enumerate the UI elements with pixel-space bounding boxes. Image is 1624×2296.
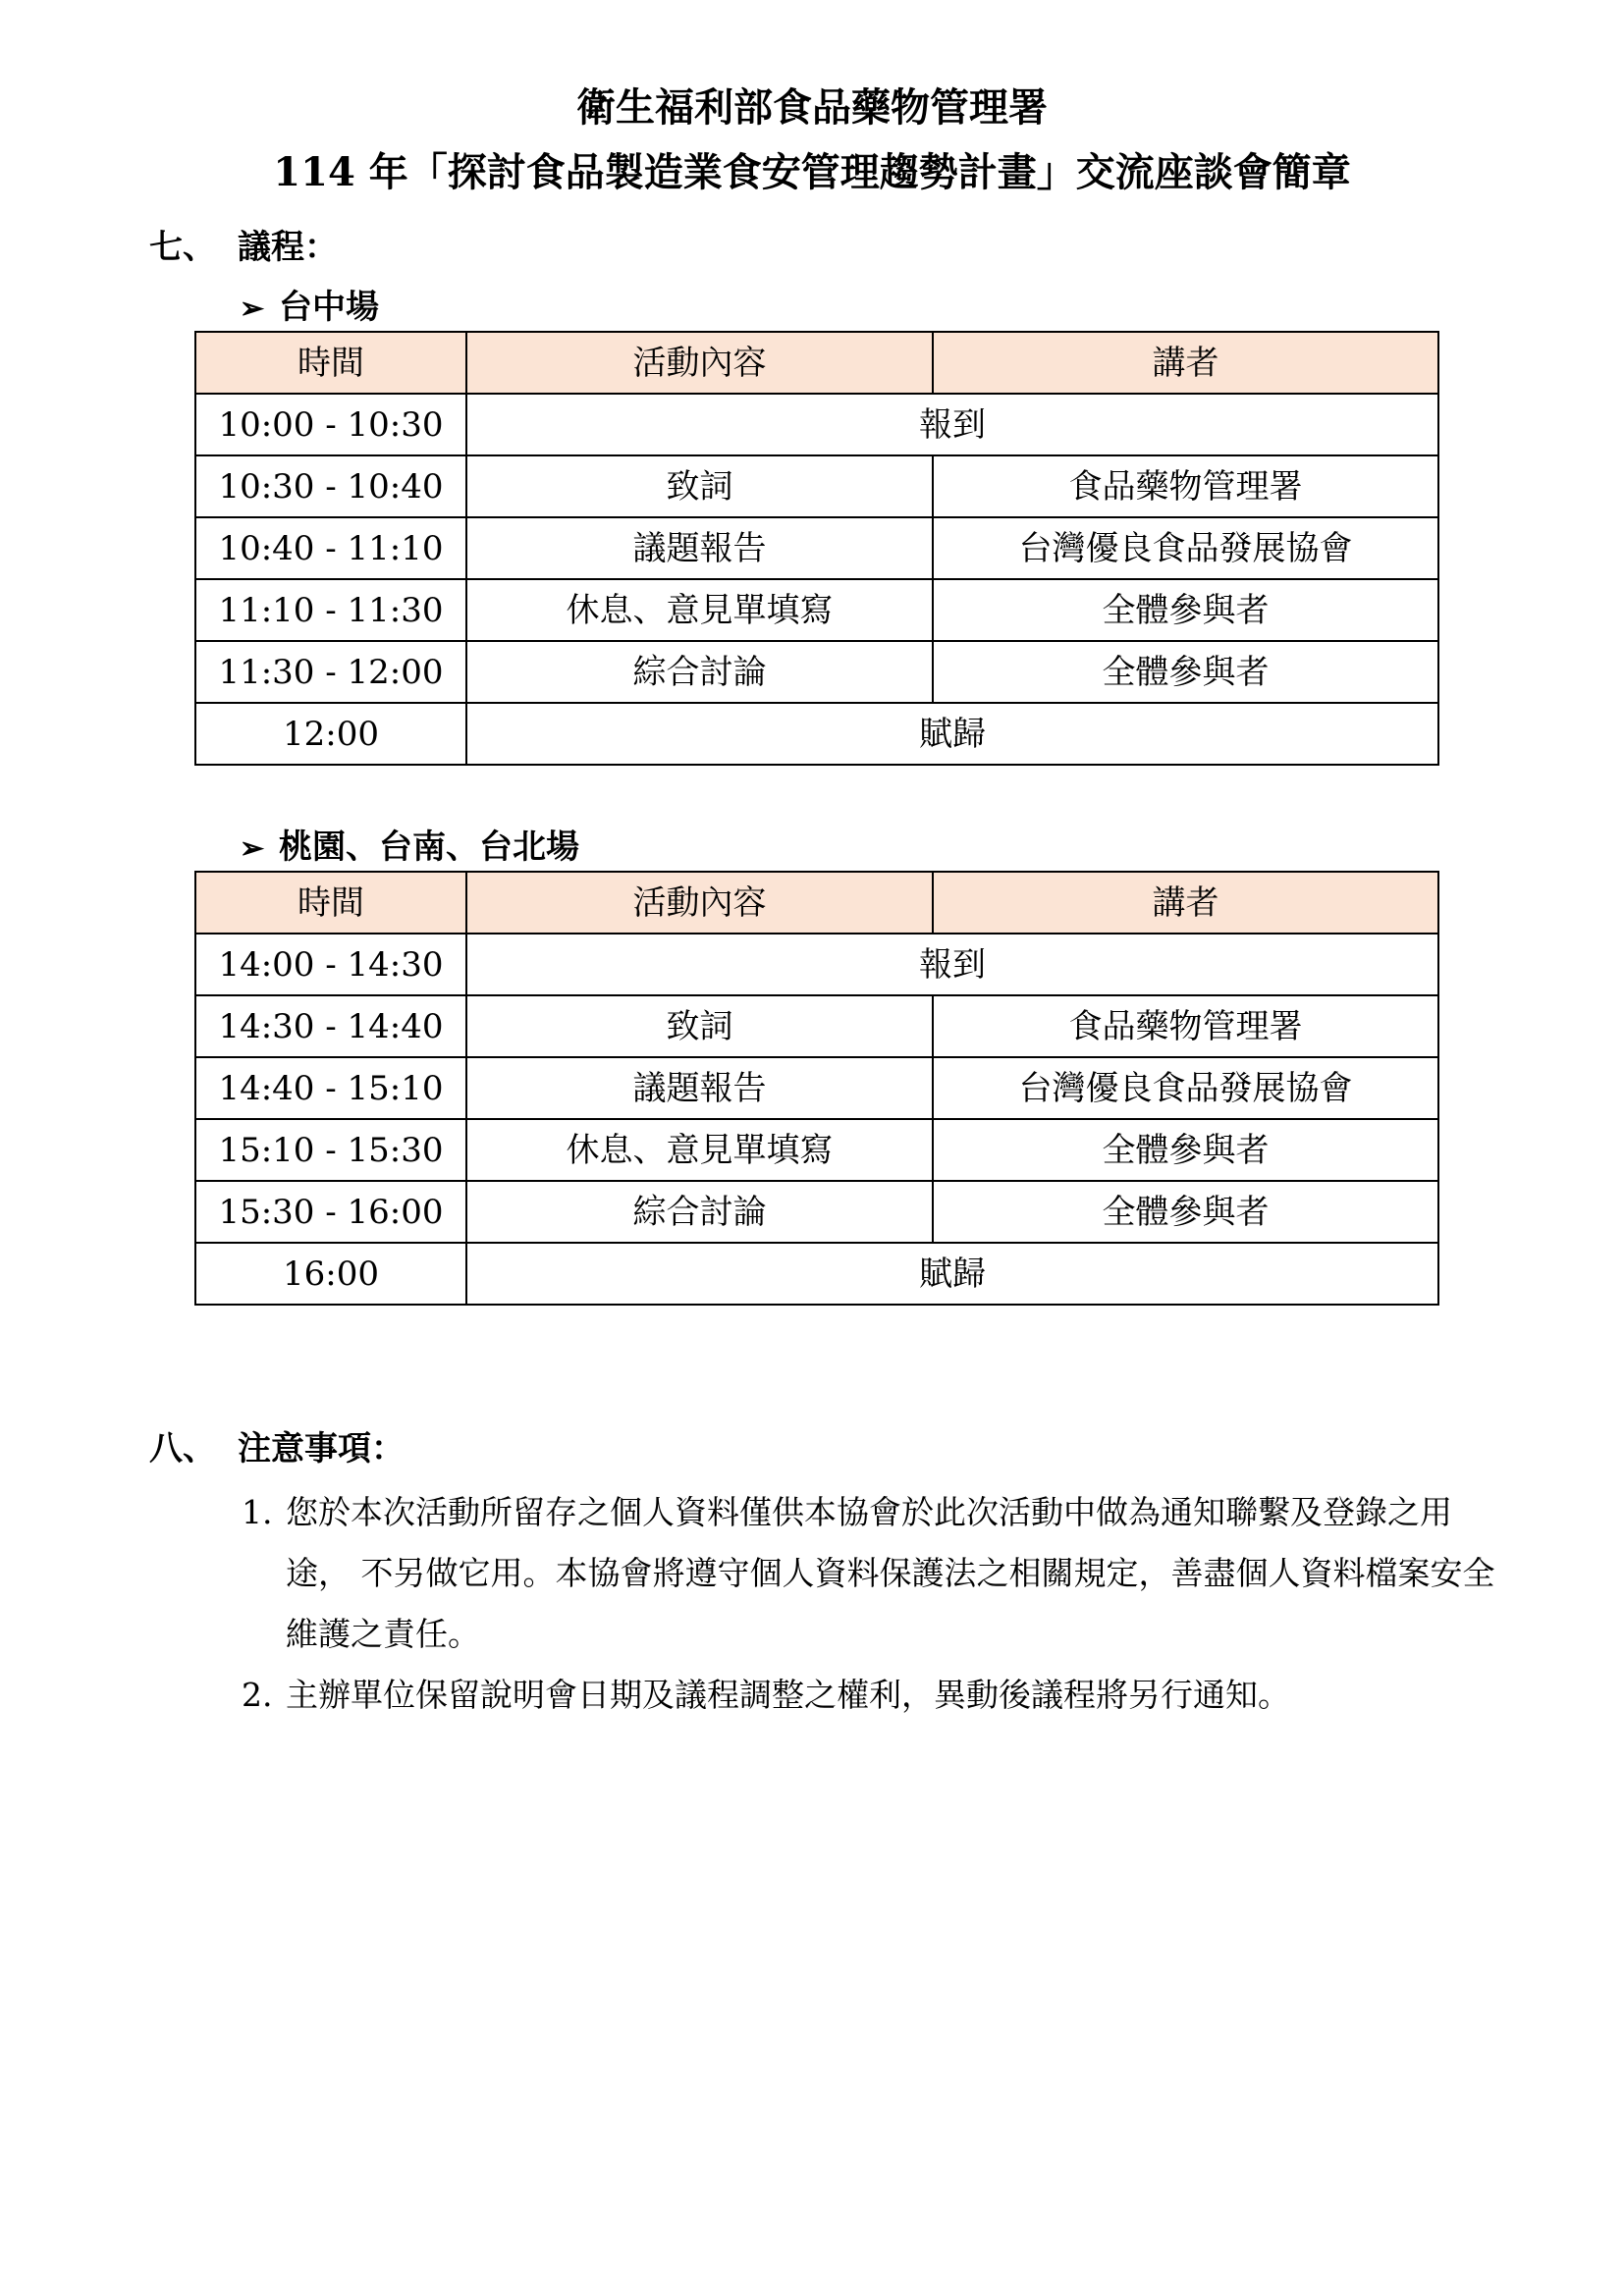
header-content: 活動內容	[466, 872, 933, 934]
table-header-row	[195, 332, 1438, 394]
cell-time: 16:00	[195, 1243, 466, 1305]
table-row	[195, 1057, 1438, 1119]
venue-name: 桃園、台南、台北場	[279, 828, 579, 867]
document-title: 衛生福利部食品藥物管理署	[576, 84, 1048, 131]
table-row	[195, 517, 1438, 579]
table-row	[195, 455, 1438, 517]
cell-speaker: 食品藥物管理署	[933, 995, 1438, 1057]
cell-speaker: 台灣優良食品發展協會	[933, 517, 1438, 579]
cell-content: 賦歸	[466, 703, 1438, 765]
cell-speaker: 全體參與者	[933, 641, 1438, 703]
cell-speaker: 全體參與者	[933, 1181, 1438, 1243]
section-agenda-heading	[149, 224, 338, 271]
header-speaker: 講者	[933, 872, 1438, 934]
notes-list	[242, 1482, 1508, 1726]
table-row	[195, 1119, 1438, 1181]
cell-time: 14:30 - 14:40	[195, 995, 466, 1057]
header-time: 時間	[195, 872, 466, 934]
section-title: 注意事項：	[238, 1429, 405, 1468]
table-header-row	[195, 872, 1438, 934]
section-notes-heading	[149, 1425, 405, 1472]
section-number: 八、	[149, 1429, 216, 1468]
table-row	[195, 703, 1438, 765]
table-row	[195, 995, 1438, 1057]
section-title: 議程：	[238, 228, 338, 267]
table-row	[195, 394, 1438, 455]
table-row	[195, 1243, 1438, 1305]
cell-time: 15:30 - 16:00	[195, 1181, 466, 1243]
table-row	[195, 641, 1438, 703]
cell-content: 綜合討論	[466, 641, 933, 703]
list-item	[242, 1482, 1508, 1665]
cell-content: 議題報告	[466, 517, 933, 579]
cell-time: 11:10 - 11:30	[195, 579, 466, 641]
cell-content: 休息、意見單填寫	[466, 579, 933, 641]
cell-time: 14:40 - 15:10	[195, 1057, 466, 1119]
cell-content: 綜合討論	[466, 1181, 933, 1243]
note-text: 您於本次活動所留存之個人資料僅供本協會於此次活動中做為通知聯繫及登錄之用途， 不另做它用。本協會將遵守個人資料保護法之相關規定，善盡個人資料檔案安全維護之責任。	[286, 1493, 1495, 1653]
cell-content: 報到	[466, 394, 1438, 455]
cell-time: 11:30 - 12:00	[195, 641, 466, 703]
list-item	[242, 1665, 1508, 1726]
cell-speaker: 全體參與者	[933, 1119, 1438, 1181]
agenda-table-taichung	[194, 331, 1439, 766]
cell-speaker: 台灣優良食品發展協會	[933, 1057, 1438, 1119]
note-text: 主辦單位保留說明會日期及議程調整之權利，異動後議程將另行通知。	[286, 1676, 1290, 1714]
cell-time: 14:00 - 14:30	[195, 934, 466, 995]
cell-content: 致詞	[466, 995, 933, 1057]
cell-speaker: 食品藥物管理署	[933, 455, 1438, 517]
table-row	[195, 1181, 1438, 1243]
arrow-bullet-icon: ➢	[240, 831, 265, 866]
table-row	[195, 934, 1438, 995]
cell-content: 議題報告	[466, 1057, 933, 1119]
agenda-table-taoyuan-tainan-taipei	[194, 871, 1439, 1306]
note-number: 2.	[242, 1676, 273, 1714]
note-number: 1.	[242, 1493, 273, 1531]
venue-name: 台中場	[279, 288, 379, 327]
cell-content: 賦歸	[466, 1243, 1438, 1305]
venue-heading-taichung	[240, 285, 379, 332]
cell-time: 10:30 - 10:40	[195, 455, 466, 517]
cell-content: 報到	[466, 934, 1438, 995]
document-subtitle: 114 年「探討食品製造業食安管理趨勢計畫」交流座談會簡章	[273, 149, 1351, 195]
cell-time: 10:00 - 10:30	[195, 394, 466, 455]
arrow-bullet-icon: ➢	[240, 292, 265, 326]
section-number: 七、	[149, 228, 216, 267]
cell-content: 休息、意見單填寫	[466, 1119, 933, 1181]
header-speaker: 講者	[933, 332, 1438, 394]
table-row	[195, 579, 1438, 641]
cell-content: 致詞	[466, 455, 933, 517]
cell-speaker: 全體參與者	[933, 579, 1438, 641]
header-content: 活動內容	[466, 332, 933, 394]
venue-heading-taoyuan-tainan-taipei	[240, 825, 579, 872]
header-time: 時間	[195, 332, 466, 394]
cell-time: 10:40 - 11:10	[195, 517, 466, 579]
cell-time: 12:00	[195, 703, 466, 765]
cell-time: 15:10 - 15:30	[195, 1119, 466, 1181]
